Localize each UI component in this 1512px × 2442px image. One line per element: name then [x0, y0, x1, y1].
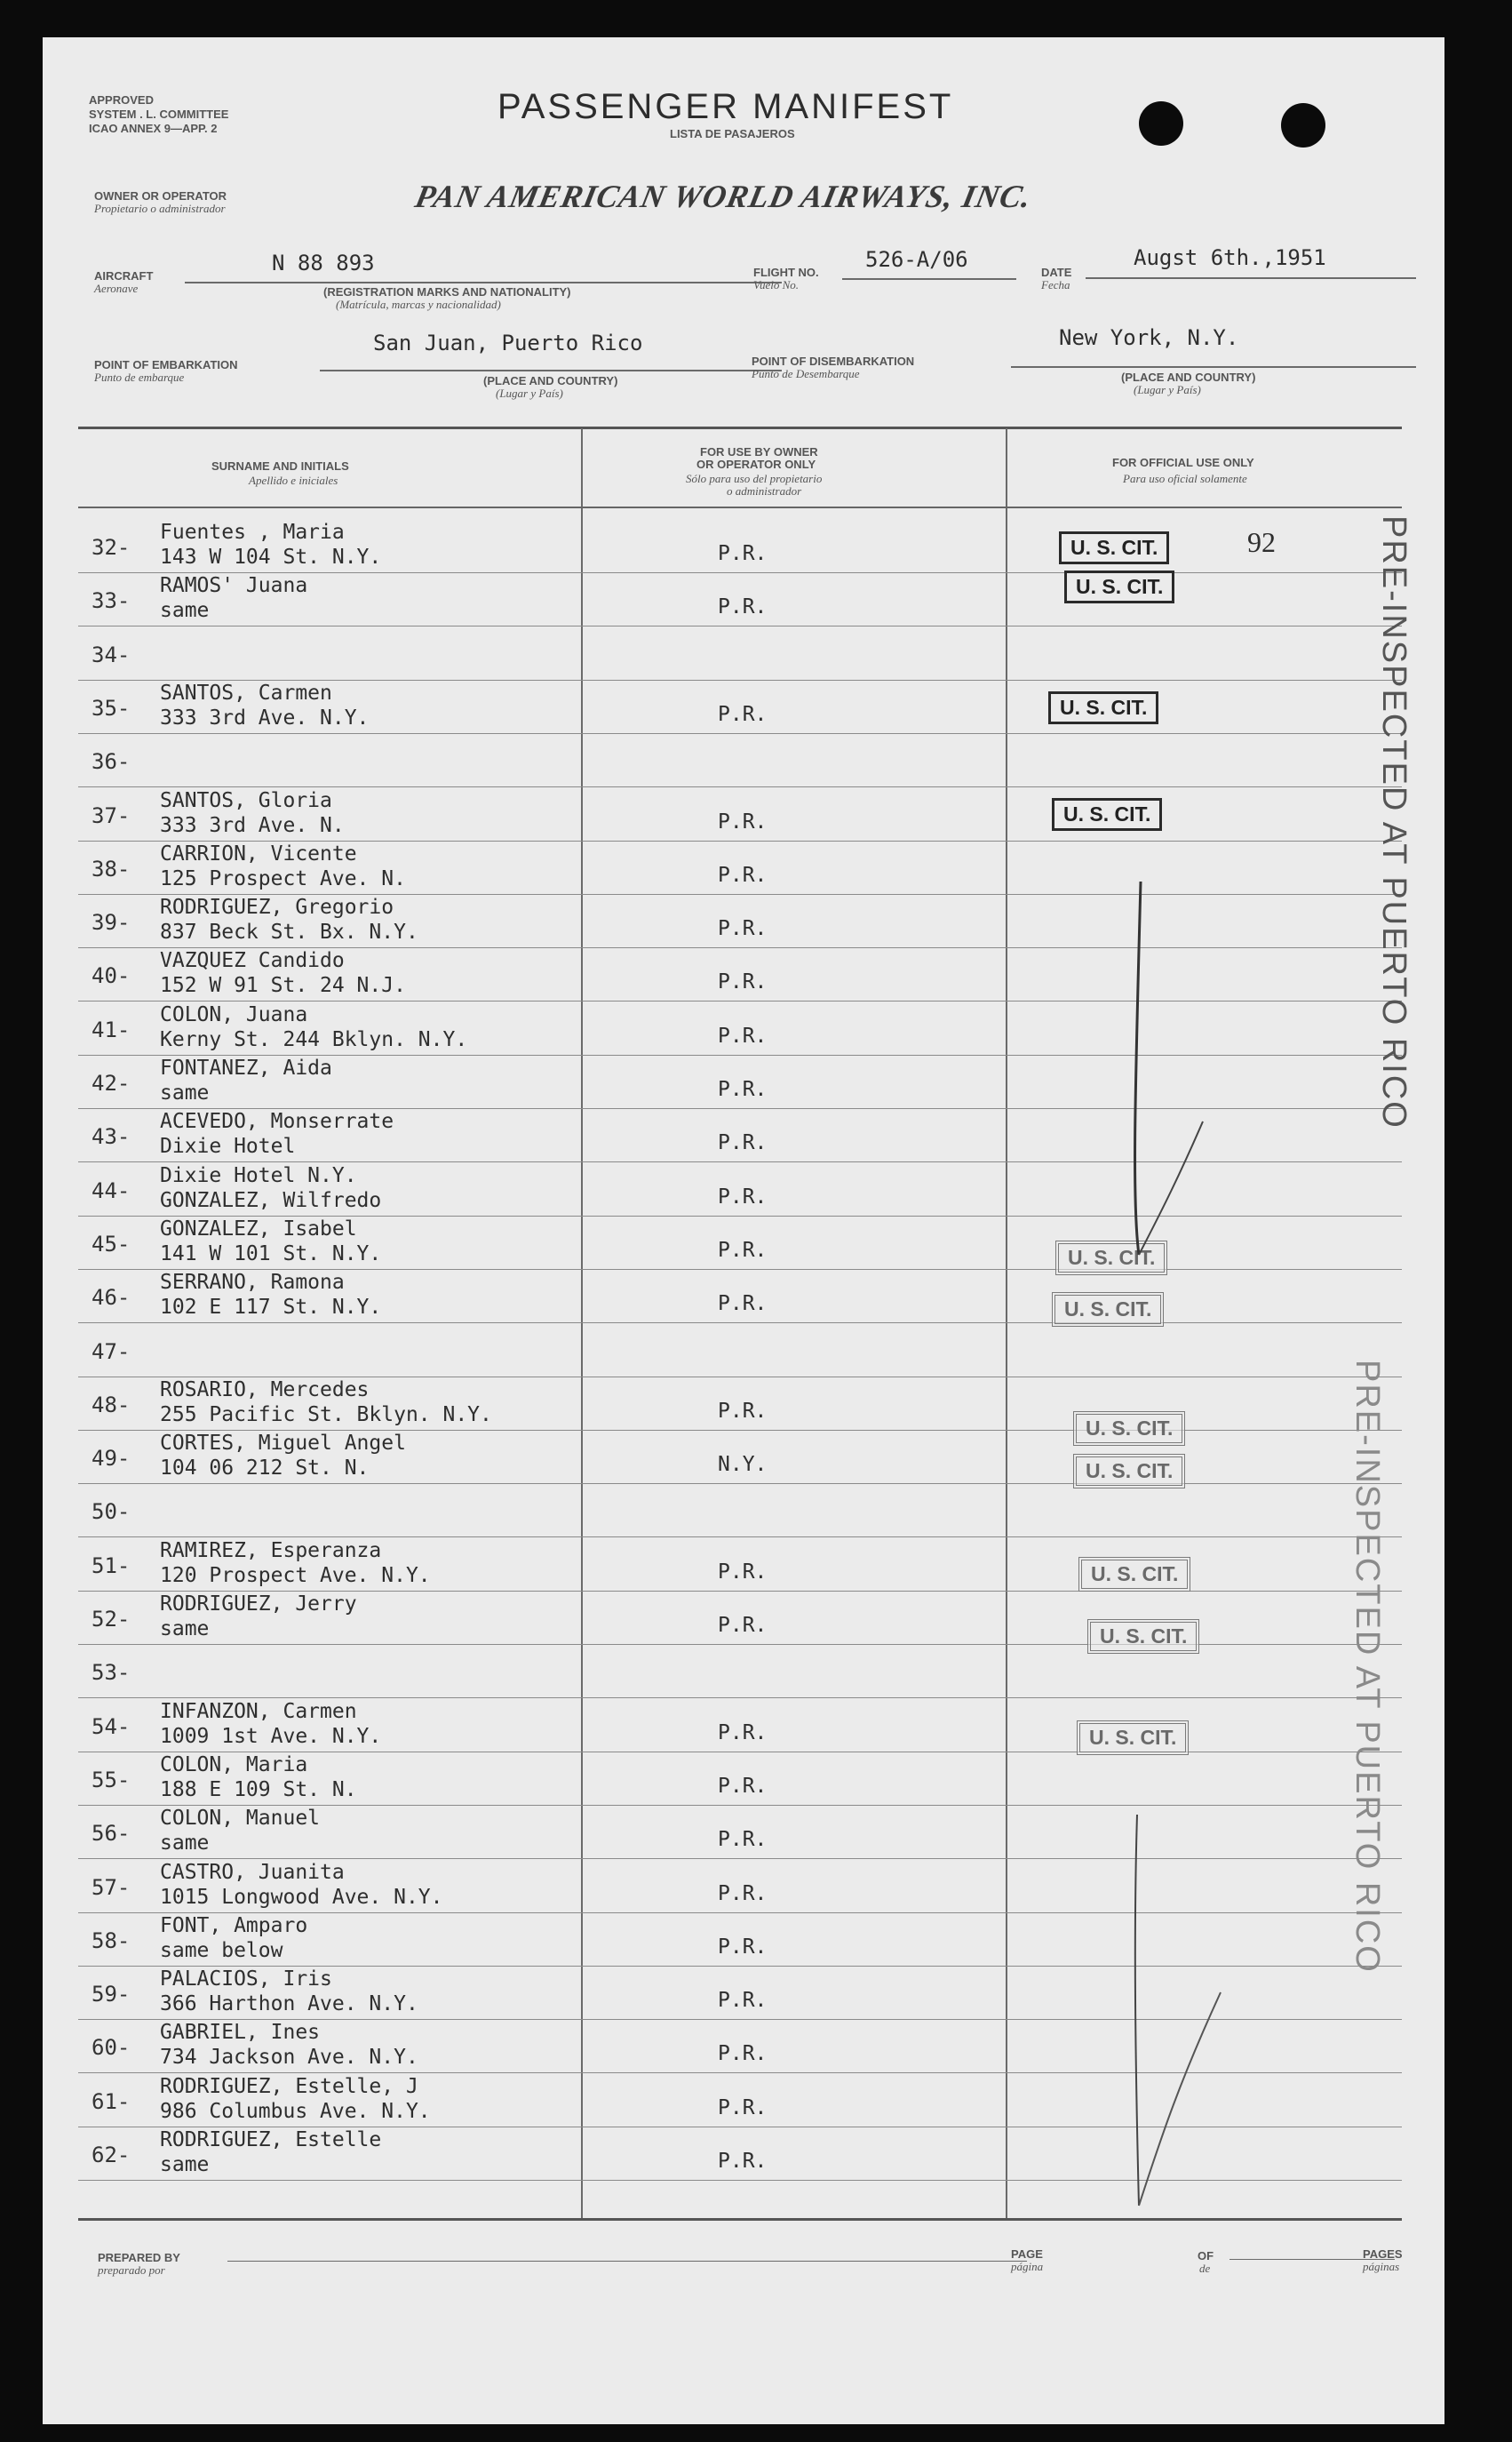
- row-number: 39-: [92, 910, 131, 935]
- row-number: 42-: [92, 1071, 131, 1096]
- column-header-owner-use-es: Sólo para uso del propietario: [686, 472, 823, 485]
- owner-label-es: Propietario o administrador: [94, 202, 226, 215]
- origin-code: P.R.: [718, 1239, 768, 1262]
- disembark-value: New York, N.Y.: [1059, 325, 1239, 350]
- embark-underline: [320, 370, 782, 371]
- passenger-name: COLON, Manuel: [160, 1807, 321, 1830]
- row-divider: [78, 733, 1402, 734]
- origin-code: P.R.: [718, 1400, 768, 1423]
- origin-code: P.R.: [718, 595, 768, 618]
- origin-code: P.R.: [718, 1131, 768, 1154]
- passenger-address: 188 E 109 St. N.: [160, 1778, 357, 1801]
- passenger-address: same: [160, 2153, 210, 2176]
- passenger-name: CARRION, Vicente: [160, 842, 357, 866]
- pen-stroke: [1135, 1815, 1139, 2206]
- table-top-border: [78, 427, 1402, 429]
- passenger-name: CORTES, Miguel Angel: [160, 1432, 406, 1455]
- aircraft-label-es: Aeronave: [94, 282, 139, 295]
- pages-label-es: páginas: [1363, 2260, 1400, 2273]
- passenger-address: 366 Harthon Ave. N.Y.: [160, 1992, 418, 2015]
- passenger-name: RAMOS' Juana: [160, 574, 308, 597]
- passenger-name: FONTANEZ, Aida: [160, 1057, 332, 1080]
- passenger-address: GONZALEZ, Wilfredo: [160, 1189, 382, 1212]
- passenger-address: 141 W 101 St. N.Y.: [160, 1242, 382, 1265]
- origin-code: P.R.: [718, 2150, 768, 2173]
- aircraft-underline: [185, 282, 782, 283]
- row-number: 55-: [92, 1768, 131, 1792]
- pre-inspected-stamp: PRE-INSPECTED AT PUERTO RICO: [1375, 515, 1413, 1129]
- disembark-label: POINT OF DISEMBARKATION: [752, 355, 915, 368]
- origin-code: P.R.: [718, 1935, 768, 1959]
- origin-code: P.R.: [718, 2042, 768, 2065]
- passenger-address: Dixie Hotel: [160, 1135, 296, 1158]
- prepared-by-underline: [227, 2261, 1027, 2262]
- of-label: OF: [1198, 2249, 1214, 2262]
- passenger-name: RODRIGUEZ, Estelle: [160, 2128, 382, 2151]
- us-cit-stamp: U. S. CIT.: [1073, 1454, 1185, 1488]
- origin-code: N.Y.: [718, 1453, 768, 1476]
- row-number: 38-: [92, 857, 131, 882]
- column-header-surname-es: Apellido e iniciales: [249, 474, 338, 487]
- passenger-address: 143 W 104 St. N.Y.: [160, 546, 382, 569]
- column-header-official-use: FOR OFFICIAL USE ONLY: [1112, 456, 1254, 469]
- passenger-name: COLON, Maria: [160, 1753, 308, 1776]
- row-number: 37-: [92, 803, 131, 828]
- passenger-address: 102 E 117 St. N.Y.: [160, 1296, 382, 1319]
- page-title-es: LISTA DE PASAJEROS: [670, 127, 795, 140]
- origin-code: P.R.: [718, 864, 768, 887]
- passenger-address: same below: [160, 1939, 283, 1962]
- manifest-sheet: [43, 37, 1444, 2424]
- embark-value: San Juan, Puerto Rico: [373, 331, 643, 355]
- passenger-name: RODRIGUEZ, Gregorio: [160, 896, 394, 919]
- embark-label: POINT OF EMBARKATION: [94, 358, 238, 371]
- page-title: PASSENGER MANIFEST: [497, 87, 954, 126]
- origin-code: P.R.: [718, 970, 768, 994]
- place-note-2-es: (Lugar y País): [1134, 383, 1201, 396]
- date-label-es: Fecha: [1041, 278, 1070, 291]
- passenger-name: INFANZON, Carmen: [160, 1700, 357, 1723]
- origin-code: P.R.: [718, 1292, 768, 1315]
- row-number: 61-: [92, 2089, 131, 2114]
- page-label-es: página: [1011, 2260, 1044, 2273]
- punch-hole: [1281, 103, 1325, 148]
- us-cit-stamp: U. S. CIT.: [1064, 571, 1174, 603]
- passenger-address: same: [160, 1081, 210, 1105]
- column-header-surname: SURNAME AND INITIALS: [211, 459, 349, 473]
- row-number: 33-: [92, 588, 131, 613]
- passenger-name: CASTRO, Juanita: [160, 1861, 345, 1884]
- passenger-address: 837 Beck St. Bx. N.Y.: [160, 921, 418, 944]
- date-label: DATE: [1041, 266, 1072, 279]
- approval-line: APPROVED: [89, 93, 154, 107]
- origin-code: P.R.: [718, 917, 768, 940]
- passenger-name: VAZQUEZ Candido: [160, 949, 345, 972]
- flight-label-es: Vuelo No.: [753, 278, 800, 291]
- passenger-name: ACEVEDO, Monserrate: [160, 1110, 394, 1133]
- row-number: 32-: [92, 535, 131, 560]
- column-header-owner-use: FOR USE BY OWNER: [700, 445, 818, 459]
- passenger-name: PALACIOS, Iris: [160, 1967, 332, 1991]
- row-number: 49-: [92, 1446, 131, 1471]
- registration-note-es: (Matrícula, marcas y nacionalidad): [336, 298, 501, 311]
- passenger-address: 986 Columbus Ave. N.Y.: [160, 2100, 431, 2123]
- punch-hole: [1139, 101, 1183, 146]
- row-number: 47-: [92, 1339, 131, 1364]
- approval-line: SYSTEM . L. COMMITTEE: [89, 108, 229, 121]
- us-cit-stamp: U. S. CIT.: [1052, 798, 1162, 831]
- row-number: 48-: [92, 1393, 131, 1417]
- column-divider: [581, 428, 583, 2220]
- row-number: 60-: [92, 2035, 131, 2060]
- passenger-name: RAMIREZ, Esperanza: [160, 1539, 382, 1562]
- passenger-address: 333 3rd Ave. N.Y.: [160, 706, 370, 730]
- passenger-address: 333 3rd Ave. N.: [160, 814, 345, 837]
- us-cit-stamp: U. S. CIT.: [1077, 1720, 1189, 1755]
- passenger-name: FONT, Amparo: [160, 1914, 308, 1937]
- row-number: 43-: [92, 1124, 131, 1149]
- passenger-name: RODRIGUEZ, Estelle, J: [160, 2075, 418, 2098]
- page-label: PAGE: [1011, 2247, 1043, 2261]
- column-header-official-use-es: Para uso oficial solamente: [1123, 472, 1247, 485]
- passenger-address: 125 Prospect Ave. N.: [160, 867, 406, 890]
- us-cit-stamp: U. S. CIT.: [1048, 691, 1158, 724]
- column-header-owner-use-es: o administrador: [727, 484, 802, 498]
- us-cit-stamp: U. S. CIT.: [1059, 531, 1169, 564]
- registration-note: (REGISTRATION MARKS AND NATIONALITY): [323, 285, 571, 299]
- passenger-name: SERRANO, Ramona: [160, 1271, 345, 1294]
- pre-inspected-stamp: PRE-INSPECTED AT PUERTO RICO: [1349, 1360, 1386, 1974]
- row-divider: [78, 572, 1402, 573]
- table-header-bottom: [78, 507, 1402, 508]
- origin-code: P.R.: [718, 703, 768, 726]
- us-cit-stamp: U. S. CIT.: [1073, 1411, 1185, 1446]
- row-divider: [78, 680, 1402, 681]
- row-divider: [78, 786, 1402, 787]
- disembark-label-es: Punto de Desembarque: [752, 367, 860, 380]
- origin-code: P.R.: [718, 1560, 768, 1584]
- place-note-es: (Lugar y País): [496, 387, 563, 400]
- origin-code: P.R.: [718, 1989, 768, 2012]
- flight-value: 526-A/06: [865, 247, 968, 272]
- passenger-address: 152 W 91 St. 24 N.J.: [160, 974, 406, 997]
- row-number: 44-: [92, 1178, 131, 1203]
- row-number: 57-: [92, 1875, 131, 1900]
- us-cit-stamp: U. S. CIT.: [1052, 1292, 1164, 1327]
- row-number: 58-: [92, 1928, 131, 1953]
- column-header-owner-use: OR OPERATOR ONLY: [696, 458, 816, 471]
- disembark-underline: [1011, 366, 1416, 368]
- origin-code: P.R.: [718, 1614, 768, 1637]
- row-number: 59-: [92, 1982, 131, 2007]
- row-number: 34-: [92, 642, 131, 667]
- row-number: 54-: [92, 1714, 131, 1739]
- passenger-address: 734 Jackson Ave. N.Y.: [160, 2046, 418, 2069]
- passenger-address: Kerny St. 244 Bklyn. N.Y.: [160, 1028, 468, 1051]
- airline-name: PAN AMERICAN WORLD AIRWAYS, INC.: [411, 179, 1036, 214]
- prepared-by-label: PREPARED BY: [98, 2251, 180, 2264]
- approval-line: ICAO ANNEX 9—APP. 2: [89, 122, 218, 135]
- passenger-name: Dixie Hotel N.Y.: [160, 1164, 357, 1187]
- row-number: 62-: [92, 2143, 131, 2167]
- passenger-address: same: [160, 1617, 210, 1640]
- pen-stroke: [1139, 1121, 1203, 1255]
- origin-code: P.R.: [718, 542, 768, 565]
- us-cit-stamp: U. S. CIT.: [1055, 1241, 1167, 1275]
- passenger-address: 255 Pacific St. Bklyn. N.Y.: [160, 1403, 492, 1426]
- passenger-address: 120 Prospect Ave. N.Y.: [160, 1564, 431, 1587]
- aircraft-label: AIRCRAFT: [94, 269, 154, 283]
- row-number: 53-: [92, 1660, 131, 1685]
- origin-code: P.R.: [718, 1078, 768, 1101]
- pen-stroke: [1139, 1992, 1221, 2206]
- us-cit-stamp: U. S. CIT.: [1087, 1619, 1199, 1654]
- origin-code: P.R.: [718, 1025, 768, 1048]
- us-cit-stamp: U. S. CIT.: [1078, 1557, 1190, 1592]
- of-label-es: de: [1199, 2262, 1211, 2275]
- origin-code: P.R.: [718, 1185, 768, 1209]
- passenger-name: Fuentes , Maria: [160, 521, 345, 544]
- row-number: 36-: [92, 749, 131, 774]
- passenger-name: GABRIEL, Ines: [160, 2021, 321, 2044]
- flight-label: FLIGHT NO.: [753, 266, 819, 279]
- passenger-name: SANTOS, Carmen: [160, 682, 332, 705]
- handwritten-count: 92: [1247, 526, 1276, 558]
- passenger-name: ROSARIO, Mercedes: [160, 1378, 370, 1401]
- flight-underline: [842, 278, 1016, 280]
- passenger-name: SANTOS, Gloria: [160, 789, 332, 812]
- origin-code: P.R.: [718, 1721, 768, 1744]
- origin-code: P.R.: [718, 1828, 768, 1851]
- passenger-name: COLON, Juana: [160, 1003, 308, 1026]
- passenger-name: GONZALEZ, Isabel: [160, 1217, 357, 1241]
- row-number: 35-: [92, 696, 131, 721]
- row-number: 40-: [92, 963, 131, 988]
- pen-stroke: [1135, 882, 1141, 1255]
- place-note: (PLACE AND COUNTRY): [483, 374, 618, 387]
- passenger-address: same: [160, 1832, 210, 1855]
- passenger-address: 104 06 212 St. N.: [160, 1456, 370, 1480]
- row-number: 46-: [92, 1285, 131, 1310]
- passenger-address: 1009 1st Ave. N.Y.: [160, 1725, 382, 1748]
- pen-marks: [1064, 819, 1242, 2241]
- origin-code: P.R.: [718, 1882, 768, 1905]
- row-number: 45-: [92, 1232, 131, 1257]
- row-number: 50-: [92, 1499, 131, 1524]
- origin-code: P.R.: [718, 810, 768, 834]
- owner-label: OWNER OR OPERATOR: [94, 189, 227, 203]
- date-underline: [1086, 277, 1416, 279]
- passenger-address: same: [160, 599, 210, 622]
- origin-code: P.R.: [718, 2096, 768, 2119]
- date-value: Augst 6th.,1951: [1134, 245, 1326, 270]
- embark-label-es: Punto de embarque: [94, 371, 185, 384]
- prepared-by-label-es: preparado por: [98, 2263, 165, 2277]
- place-note-2: (PLACE AND COUNTRY): [1121, 371, 1256, 384]
- column-divider: [1006, 428, 1007, 2220]
- passenger-address: 1015 Longwood Ave. N.Y.: [160, 1886, 443, 1909]
- row-number: 51-: [92, 1553, 131, 1578]
- row-number: 52-: [92, 1607, 131, 1632]
- origin-code: P.R.: [718, 1775, 768, 1798]
- row-number: 56-: [92, 1821, 131, 1846]
- row-number: 41-: [92, 1018, 131, 1042]
- passenger-name: RODRIGUEZ, Jerry: [160, 1592, 357, 1616]
- aircraft-value: N 88 893: [272, 251, 375, 275]
- pages-label: PAGES: [1363, 2247, 1403, 2261]
